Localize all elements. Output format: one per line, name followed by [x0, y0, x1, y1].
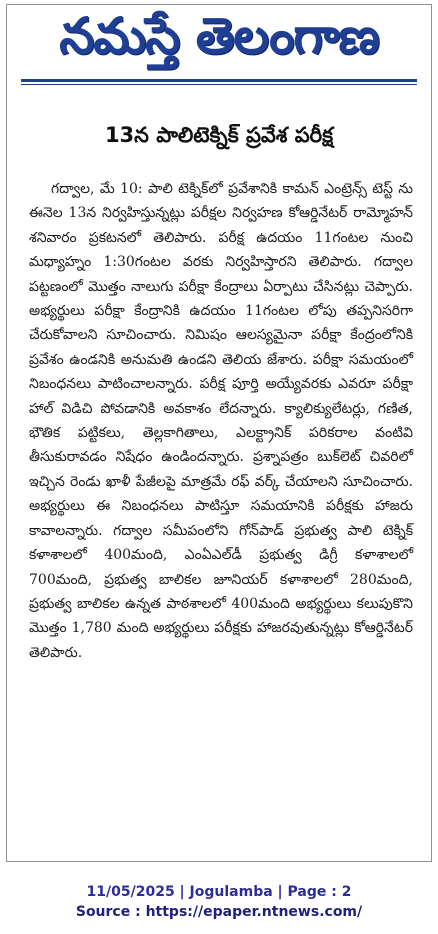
article-body: గద్వాల, మే 10: పాలి టెక్నిక్‌లో ప్రవేశానికి కామన్ ఎంట్రెన్స్ టెస్ట్ ను ఈనెల 13న నిర్వహిస్తున్నట్లు పరీక్షల నిర్వహణ కోఆర్డినేటర్ రామ్మోహన్ శనివారం ప్రకటనలో తెలిపారు. పరీక్ష ఉదయం 11గంటల నుంచి మధ్యాహ్నం 1:30గంటల వరకు నిర్వహిస్తారని తెలిపారు. గద్వాల పట్టణంలో మొత్తం నాలుగు పరీక్షా కేంద్రాలు ఏర్పాటు చేసినట్లు చెప్పారు. అభ్యర్థులు పరీక్షా కేంద్రానికి ఉదయం 11గంటల లోపు తప్పనిసరిగా చేరుకోవాలని సూచించారు. నిమిషం ఆలస్యమైనా పరీక్షా కేంద్రంలోనికి ప్రవేశం ఉండనికి అనుమతి ఉండని తెలియ జేశారు. పరీక్షా సమయంలో నిబంధనలు పాటించాలన్నారు. పరీక్ష పూర్తి అయ్యేవరకు ఎవరూ పరీక్షా హాల్ విడిచి పోవడానికి అవకాశం లేదన్నారు. క్యాలిక్యులేటర్లు, గణిత, భౌతిక పట్టికలు, తెల్లకాగితాలు, ఎలక్ట్రానిక్ పరికరాల వంటివి తీసుకురావడం నిషేధం ఉండిందన్నారు. ప్రశ్నాపత్రం బుక్‌లెట్ చివరిలో ఇచ్చిన రెండు ఖాళీ పేజీలపై మాత్రమే రఫ్ వర్క్ చేయాలని సూచించారు. అభ్యర్థులు ఈ నిబంధనలు పాటిస్తూ సమయానికి పరీక్షకు హాజరు కావాలన్నారు. గద్వాల సమీపంలోని గోన్‌పాడ్ ప్రభుత్వ పాలి టెక్నిక్ కళాశాలలో 400మంది, ఎంఏఎల్‌డీ ప్రభుత్వ డిగ్రీ కళాశాలలో 700మంది, ప్రభుత్వ బాలికల జూనియర్ కళాశాలలో 280మంది, ప్రభుత్వ బాలికల ఉన్నత పాఠశాలలో 400మంది అభ్యర్థులు కలుపుకొని మొత్తం 1,780 మంది అభ్యర్థులు పరీక్షకు హాజరవుతున్నట్లు కోఆర్డినేటర్ తెలిపారు.: [29, 181, 413, 661]
footer-source: Source : https://epaper.ntnews.com/: [75, 904, 363, 920]
masthead-rule-thin: [21, 84, 417, 85]
masthead: [7, 6, 431, 75]
masthead-rule: [21, 79, 417, 82]
masthead-title: నమస్తే తెలంగాణ: [59, 6, 379, 65]
article-headline: 13న పాలిటెక్నిక్ ప్రవేశ పరీక్ష: [104, 123, 334, 147]
footer-date-edition: 11/05/2025 | Jogulamba | Page : 2: [86, 884, 352, 900]
newspaper-clipping: [6, 4, 432, 862]
